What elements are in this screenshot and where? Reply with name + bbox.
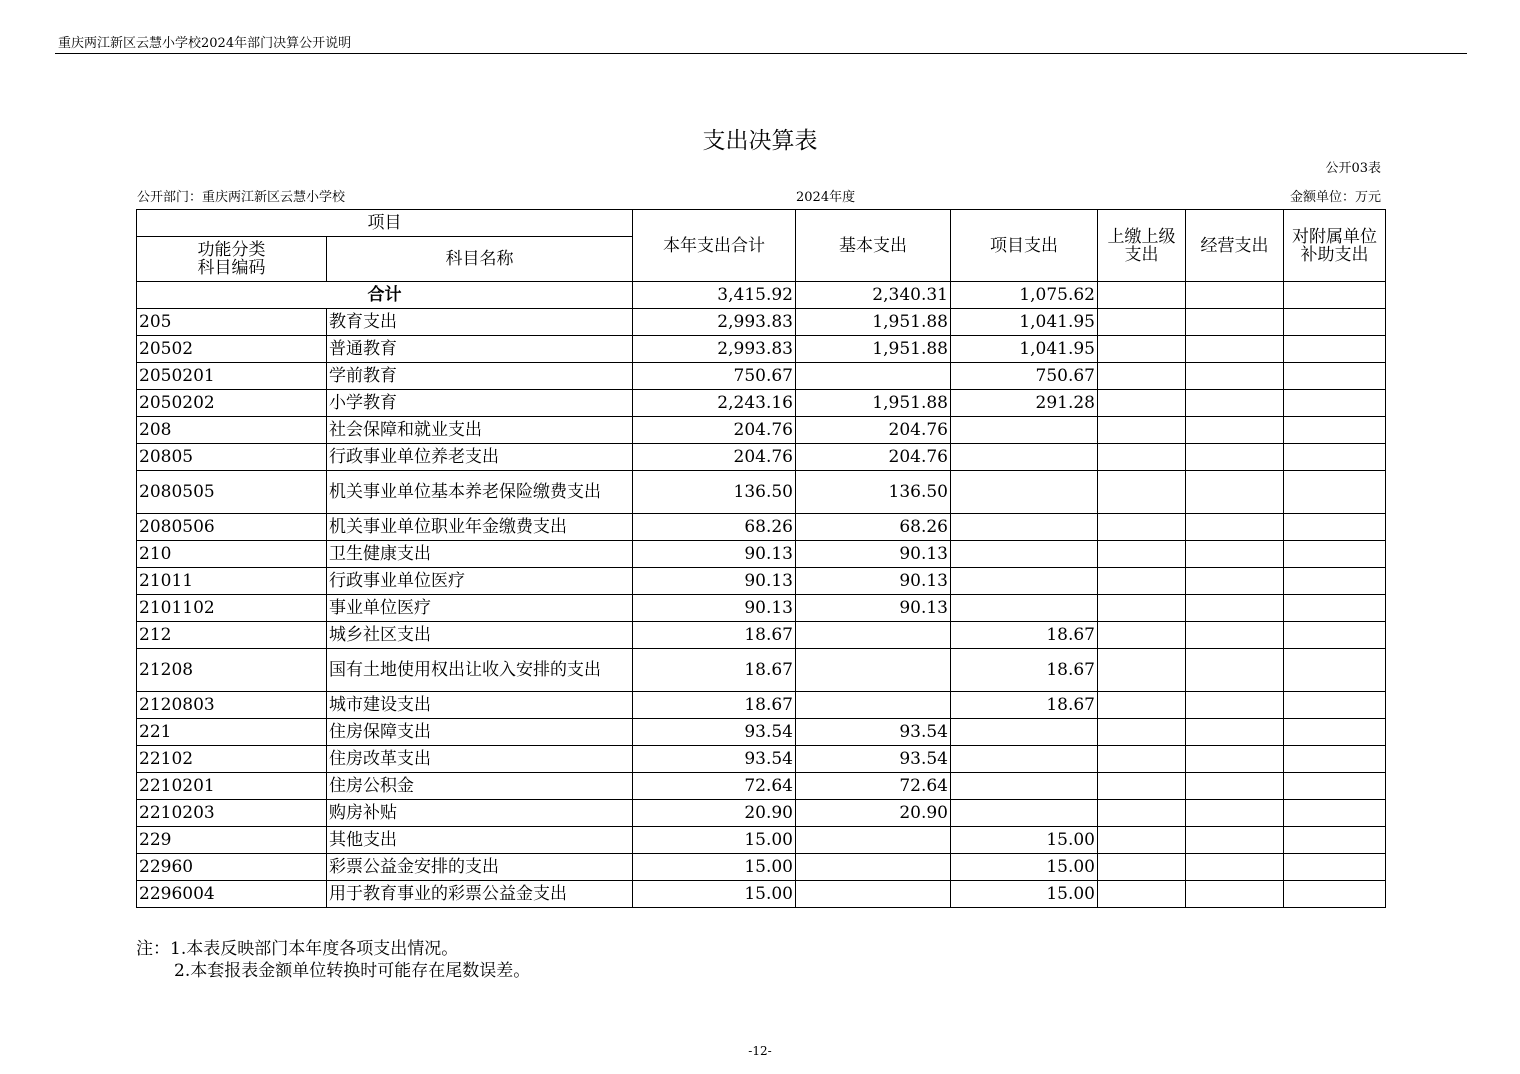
- amount-upper: [1098, 827, 1186, 854]
- table-row: [137, 800, 1386, 827]
- subject-name: 机关事业单位职业年金缴费支出: [327, 514, 633, 541]
- subject-code: 20502: [137, 336, 327, 363]
- header-subsidy-line2: 补助支出: [1300, 244, 1369, 265]
- amount-business: [1186, 719, 1284, 746]
- amount-total: 90.13: [633, 541, 796, 568]
- header-item: 项目: [137, 210, 633, 237]
- subject-name: 住房改革支出: [327, 746, 633, 773]
- amount-total: 136.50: [633, 471, 796, 514]
- amount-project: [951, 444, 1098, 471]
- subject-code: 21208: [137, 649, 327, 692]
- amount-total: 15.00: [633, 827, 796, 854]
- amount-project: 18.67: [951, 649, 1098, 692]
- table-row: [137, 622, 1386, 649]
- amount-subsidy: [1284, 773, 1386, 800]
- amount-business: [1186, 417, 1284, 444]
- amount-upper: [1098, 417, 1186, 444]
- amount-project: 15.00: [951, 854, 1098, 881]
- table-row: [137, 336, 1386, 363]
- amount-upper: [1098, 568, 1186, 595]
- amount-upper: [1098, 390, 1186, 417]
- header-subsidy: [1284, 210, 1386, 282]
- amount-upper: [1098, 746, 1186, 773]
- amount-upper: [1098, 363, 1186, 390]
- amount-total: 2,243.16: [633, 390, 796, 417]
- table-row: [137, 746, 1386, 773]
- amount-project: 18.67: [951, 622, 1098, 649]
- amount-subsidy: [1284, 800, 1386, 827]
- subject-name: 行政事业单位养老支出: [327, 444, 633, 471]
- amount-business: [1186, 746, 1284, 773]
- amount-upper: [1098, 595, 1186, 622]
- note-line-2: 2.本套报表金额单位转换时可能存在尾数误差。: [174, 961, 531, 981]
- subject-name: 小学教育: [327, 390, 633, 417]
- amount-basic: 93.54: [796, 719, 951, 746]
- amount-subsidy: [1284, 881, 1386, 908]
- amount-upper: [1098, 692, 1186, 719]
- amount-upper: [1098, 471, 1186, 514]
- table-row: [137, 444, 1386, 471]
- amount-total: 2,993.83: [633, 336, 796, 363]
- total-label: 合计: [137, 282, 633, 309]
- subject-code: 208: [137, 417, 327, 444]
- amount-total: 20.90: [633, 800, 796, 827]
- amount-project: 1,041.95: [951, 336, 1098, 363]
- amount-business: [1186, 854, 1284, 881]
- document-header-title: 重庆两江新区云慧小学校2024年部门决算公开说明: [58, 36, 352, 51]
- subject-name: 用于教育事业的彩票公益金支出: [327, 881, 633, 908]
- amount-business: [1186, 444, 1284, 471]
- subject-name: 事业单位医疗: [327, 595, 633, 622]
- amount-subsidy: [1284, 541, 1386, 568]
- amount-project: [951, 514, 1098, 541]
- subject-name: 购房补贴: [327, 800, 633, 827]
- amount-business: [1186, 568, 1284, 595]
- amount-project: 750.67: [951, 363, 1098, 390]
- subject-code: 20805: [137, 444, 327, 471]
- table-row: [137, 541, 1386, 568]
- amount-subsidy: [1284, 568, 1386, 595]
- subject-code: 2050201: [137, 363, 327, 390]
- amount-total: 90.13: [633, 568, 796, 595]
- amount-total: 204.76: [633, 417, 796, 444]
- amount-subsidy: [1284, 514, 1386, 541]
- table-title: 支出决算表: [702, 128, 818, 154]
- amount-basic: 72.64: [796, 773, 951, 800]
- subject-name: 住房公积金: [327, 773, 633, 800]
- page-number: -12-: [748, 1044, 772, 1058]
- subject-code: 2120803: [137, 692, 327, 719]
- amount-upper: [1098, 649, 1186, 692]
- amount-upper: [1098, 541, 1186, 568]
- amount-project: [951, 595, 1098, 622]
- amount-project: 18.67: [951, 692, 1098, 719]
- header-func-code-line2: 科目编码: [197, 258, 266, 278]
- amount-total: 18.67: [633, 649, 796, 692]
- table-row: [137, 309, 1386, 336]
- amount-business: [1186, 595, 1284, 622]
- amount-business: [1186, 773, 1284, 800]
- subject-name: 社会保障和就业支出: [327, 417, 633, 444]
- amount-project: 15.00: [951, 881, 1098, 908]
- subject-name: 彩票公益金安排的支出: [327, 854, 633, 881]
- total-amount: 3,415.92: [633, 282, 796, 309]
- amount-basic: [796, 649, 951, 692]
- table-row: [137, 595, 1386, 622]
- amount-project: [951, 541, 1098, 568]
- amount-basic: 1,951.88: [796, 390, 951, 417]
- amount-subsidy: [1284, 336, 1386, 363]
- amount-project: 1,041.95: [951, 309, 1098, 336]
- amount-business: [1186, 514, 1284, 541]
- amount-total: 90.13: [633, 595, 796, 622]
- form-number: 公开03表: [1325, 161, 1381, 176]
- fiscal-year-label: 2024年度: [796, 190, 856, 205]
- subject-name: 城乡社区支出: [327, 622, 633, 649]
- amount-project: [951, 746, 1098, 773]
- amount-basic: [796, 363, 951, 390]
- subject-name: 行政事业单位医疗: [327, 568, 633, 595]
- amount-business: [1186, 881, 1284, 908]
- total-subsidy: [1284, 282, 1386, 309]
- amount-business: [1186, 471, 1284, 514]
- amount-subsidy: [1284, 622, 1386, 649]
- amount-total: 15.00: [633, 881, 796, 908]
- table-row: [137, 363, 1386, 390]
- amount-business: [1186, 541, 1284, 568]
- note-line-1: 注：1.本表反映部门本年度各项支出情况。: [136, 939, 459, 959]
- amount-basic: [796, 854, 951, 881]
- subject-code: 210: [137, 541, 327, 568]
- subject-code: 21011: [137, 568, 327, 595]
- header-upper-line2: 支出: [1124, 244, 1159, 265]
- table-row: [137, 568, 1386, 595]
- amount-basic: 136.50: [796, 471, 951, 514]
- total-project: 1,075.62: [951, 282, 1098, 309]
- subject-name: 其他支出: [327, 827, 633, 854]
- amount-basic: 90.13: [796, 541, 951, 568]
- header-subject-name: 科目名称: [327, 237, 633, 282]
- amount-upper: [1098, 719, 1186, 746]
- amount-subsidy: [1284, 746, 1386, 773]
- subject-code: 2296004: [137, 881, 327, 908]
- amount-subsidy: [1284, 363, 1386, 390]
- amount-subsidy: [1284, 471, 1386, 514]
- amount-total: 18.67: [633, 692, 796, 719]
- subject-name: 机关事业单位基本养老保险缴费支出: [327, 471, 633, 514]
- header-basic: 基本支出: [796, 210, 951, 282]
- amount-total: 750.67: [633, 363, 796, 390]
- amount-upper: [1098, 800, 1186, 827]
- amount-business: [1186, 800, 1284, 827]
- amount-business: [1186, 309, 1284, 336]
- amount-total: 2,993.83: [633, 309, 796, 336]
- amount-basic: 1,951.88: [796, 309, 951, 336]
- table-row: [137, 417, 1386, 444]
- amount-subsidy: [1284, 595, 1386, 622]
- amount-business: [1186, 336, 1284, 363]
- notes: [136, 938, 530, 982]
- table-row: [137, 881, 1386, 908]
- amount-basic: [796, 692, 951, 719]
- amount-business: [1186, 622, 1284, 649]
- amount-unit-label: 金额单位：万元: [1289, 190, 1381, 205]
- subject-name: 住房保障支出: [327, 719, 633, 746]
- amount-basic: 204.76: [796, 444, 951, 471]
- table-row: [137, 692, 1386, 719]
- amount-subsidy: [1284, 854, 1386, 881]
- amount-project: 291.28: [951, 390, 1098, 417]
- subject-name: 普通教育: [327, 336, 633, 363]
- amount-subsidy: [1284, 649, 1386, 692]
- amount-project: [951, 800, 1098, 827]
- subject-name: 教育支出: [327, 309, 633, 336]
- table-row: [137, 719, 1386, 746]
- amount-project: [951, 471, 1098, 514]
- header-total: 本年支出合计: [633, 210, 796, 282]
- amount-upper: [1098, 336, 1186, 363]
- amount-total: 93.54: [633, 719, 796, 746]
- header-func-code: [137, 237, 327, 282]
- department-label: 公开部门：重庆两江新区云慧小学校: [137, 190, 346, 205]
- amount-subsidy: [1284, 417, 1386, 444]
- amount-business: [1186, 390, 1284, 417]
- total-upper: [1098, 282, 1186, 309]
- amount-basic: [796, 881, 951, 908]
- amount-total: 72.64: [633, 773, 796, 800]
- subject-code: 221: [137, 719, 327, 746]
- subject-code: 2210201: [137, 773, 327, 800]
- amount-basic: 90.13: [796, 568, 951, 595]
- header-divider: [55, 53, 1467, 54]
- amount-basic: 1,951.88: [796, 336, 951, 363]
- table-row: [137, 514, 1386, 541]
- table-row: [137, 854, 1386, 881]
- amount-basic: 20.90: [796, 800, 951, 827]
- subject-code: 212: [137, 622, 327, 649]
- subject-code: 22960: [137, 854, 327, 881]
- subject-code: 2050202: [137, 390, 327, 417]
- amount-total: 18.67: [633, 622, 796, 649]
- amount-project: [951, 568, 1098, 595]
- header-project: 项目支出: [951, 210, 1098, 282]
- amount-total: 93.54: [633, 746, 796, 773]
- amount-subsidy: [1284, 827, 1386, 854]
- header-business: 经营支出: [1186, 210, 1284, 282]
- table-row: [137, 649, 1386, 692]
- subject-code: 2080505: [137, 471, 327, 514]
- amount-upper: [1098, 444, 1186, 471]
- total-basic: 2,340.31: [796, 282, 951, 309]
- amount-business: [1186, 827, 1284, 854]
- amount-business: [1186, 692, 1284, 719]
- subject-code: 2080506: [137, 514, 327, 541]
- total-row: [137, 282, 1386, 309]
- amount-basic: 68.26: [796, 514, 951, 541]
- amount-subsidy: [1284, 719, 1386, 746]
- amount-upper: [1098, 514, 1186, 541]
- amount-subsidy: [1284, 309, 1386, 336]
- table-row: [137, 773, 1386, 800]
- amount-basic: 90.13: [796, 595, 951, 622]
- amount-basic: 204.76: [796, 417, 951, 444]
- amount-total: 15.00: [633, 854, 796, 881]
- header-upper: [1098, 210, 1186, 282]
- amount-upper: [1098, 309, 1186, 336]
- amount-basic: 93.54: [796, 746, 951, 773]
- header-subsidy-line1: 对附属单位: [1292, 226, 1377, 247]
- total-business: [1186, 282, 1284, 309]
- table-row: [137, 827, 1386, 854]
- amount-upper: [1098, 854, 1186, 881]
- amount-business: [1186, 363, 1284, 390]
- amount-subsidy: [1284, 390, 1386, 417]
- amount-project: [951, 417, 1098, 444]
- amount-subsidy: [1284, 444, 1386, 471]
- subject-code: 2101102: [137, 595, 327, 622]
- amount-subsidy: [1284, 692, 1386, 719]
- table-row: [137, 390, 1386, 417]
- subject-name: 卫生健康支出: [327, 541, 633, 568]
- amount-business: [1186, 649, 1284, 692]
- amount-upper: [1098, 881, 1186, 908]
- subject-code: 2210203: [137, 800, 327, 827]
- amount-upper: [1098, 622, 1186, 649]
- subject-code: 205: [137, 309, 327, 336]
- subject-name: 城市建设支出: [327, 692, 633, 719]
- amount-total: 68.26: [633, 514, 796, 541]
- subject-name: 学前教育: [327, 363, 633, 390]
- amount-basic: [796, 827, 951, 854]
- subject-code: 22102: [137, 746, 327, 773]
- header-func-code-line1: 功能分类: [197, 240, 266, 260]
- subject-code: 229: [137, 827, 327, 854]
- amount-basic: [796, 622, 951, 649]
- amount-project: 15.00: [951, 827, 1098, 854]
- amount-total: 204.76: [633, 444, 796, 471]
- amount-upper: [1098, 773, 1186, 800]
- expenditure-table: [136, 209, 1386, 908]
- table-row: [137, 471, 1386, 514]
- header-upper-line1: 上缴上级: [1107, 226, 1176, 247]
- amount-project: [951, 773, 1098, 800]
- subject-name: 国有土地使用权出让收入安排的支出: [327, 649, 633, 692]
- amount-project: [951, 719, 1098, 746]
